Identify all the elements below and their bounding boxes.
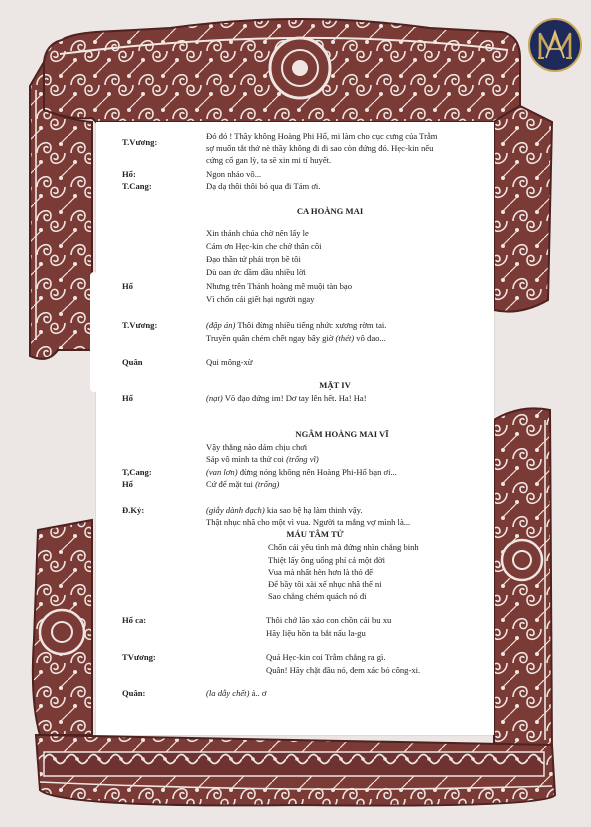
verse-line: Vậy thằng nào dám chịu chơi: [206, 442, 308, 452]
dialogue-line: Dạ dạ thôi thôi bỏ qua đi Tám ơi.: [206, 181, 321, 191]
section-heading: MẶT IV: [319, 380, 351, 390]
dialogue-text: kia sao bệ hạ làm thinh vậy.: [264, 505, 363, 515]
dialogue-text: Võ đạo đứng im! Dơ tay lên hết. Ha! Ha!: [222, 393, 367, 403]
speaker-label: T.Vương:: [122, 137, 158, 147]
brand-logo: [528, 18, 582, 72]
dialogue-line: cứng cổ gan lỳ, ta sẽ xin mi tí huyết.: [206, 155, 332, 165]
song-line: Nhưng trên Thánh hoàng mê muội tàn bạo: [206, 281, 353, 291]
dialogue-line: [206, 467, 397, 479]
stage-direction: (la dẫy chết): [206, 688, 250, 698]
stage-direction: (thét): [335, 333, 355, 343]
dialogue-line: sợ muốn tắt thở nè thầy không đi đi sao còn đứng đó. Hẹc-kin nếu: [206, 143, 434, 153]
speaker-label: T.Vương:: [122, 320, 158, 330]
section-heading: CA HOÀNG MAI: [296, 206, 364, 216]
stage-direction: (giẫy dành đạch): [206, 505, 265, 515]
song-line: Thiệt lấy ông uổng phí cả một đời: [268, 555, 385, 565]
dialogue-line: Qui mông-xừ: [206, 357, 253, 367]
song-line: Thôi chớ lão xảo con chồn cái bu xu: [266, 615, 392, 625]
stage-direction: (đập án): [206, 320, 236, 330]
verse-line: [206, 454, 319, 466]
speaker-label: Hổ ca:: [122, 615, 147, 625]
stage-direction: (trống): [255, 479, 280, 489]
stage-direction: (trống vĩ): [286, 454, 319, 464]
dialogue-text: Thôi đừng nhiều tiếng nhức xương rờm tai.: [235, 320, 387, 330]
dialogue-text: Cứ để mặt tui: [206, 479, 256, 489]
speaker-label: Hổ: [122, 393, 133, 403]
dialogue-text: Truyền quân chém chết ngay bây giờ: [206, 333, 336, 343]
verse-text: Sáp vô mình ta thử coi: [206, 454, 287, 464]
song-line: Vì chốn cái giết hại người ngay: [206, 294, 315, 304]
dialogue-line: Ngon nhảo vô...: [206, 169, 262, 179]
song-line: Chốn cái yêu tình mà đứng nhìn chẳng binh: [268, 542, 419, 552]
stage-direction: (nạt): [206, 393, 223, 403]
dialogue-line: [206, 333, 386, 345]
speaker-label: TVương:: [122, 652, 156, 662]
speaker-label: Quân: [122, 357, 143, 367]
song-line: Vua mà nhất hèn hơn là thỏ đế: [268, 567, 373, 577]
dialogue-line: [206, 688, 266, 700]
monogram-ma-icon: [530, 20, 580, 70]
speaker-label: Hổ:: [122, 169, 136, 179]
speaker-label: T.Cang:: [122, 181, 152, 191]
section-heading: NGÂM HOÀNG MAI VĨ: [295, 429, 389, 439]
song-line: Hãy liệu hồn ta bắt nấu la-gu: [266, 628, 366, 638]
song-line: Đạo thần tử phải trọn bề tôi: [206, 254, 301, 264]
dialogue-line: [206, 505, 363, 517]
song-line: Sao chẳng chém quách nó đi: [268, 591, 367, 601]
speaker-label: Quân:: [122, 688, 146, 698]
dialogue-line: [206, 320, 386, 332]
dialogue-line: Quân! Hãy chặt đầu nó, đem xác bỏ công-xi.: [266, 665, 421, 675]
dialogue-line: Quá Hẹc-kin coi Trẫm chẳng ra gì.: [266, 652, 386, 662]
song-line: Xin thánh chúa chờ nên lấy le: [206, 228, 309, 238]
speaker-label: Đ.Kỷ:: [122, 505, 145, 515]
dialogue-text: vô đao...: [354, 333, 386, 343]
song-line: Để bầy tôi xài xể nhục nhã thế ni: [268, 579, 382, 589]
dialogue-line: Đó đó ! Thầy không Hoàng Phi Hổ, mi làm cho cục cưng của Trẫm: [206, 131, 438, 141]
song-line: Cám ơn Hẹc-kin che chở thân côi: [206, 241, 322, 251]
speaker-label: Hổ: [122, 479, 133, 489]
dialogue-line: Thật nhục nhã cho một vì vua. Người ta mắng vợ mình là...: [206, 517, 411, 527]
speaker-label: T,Cang:: [122, 467, 152, 477]
section-heading: MÁU TÂM TỬ: [286, 529, 344, 539]
dialogue-text: á.. ơ: [249, 688, 267, 698]
speaker-label: Hổ: [122, 281, 133, 291]
dialogue-line: [206, 479, 279, 491]
song-line: Dù oan ức dầm dầu nhiều lời: [206, 267, 306, 277]
dialogue-line: [206, 393, 367, 405]
dialogue-text: đừng nóng không nên Hoàng Phi-Hổ bạn ơi...: [237, 467, 397, 477]
stage-direction: (van lơn): [206, 467, 238, 477]
